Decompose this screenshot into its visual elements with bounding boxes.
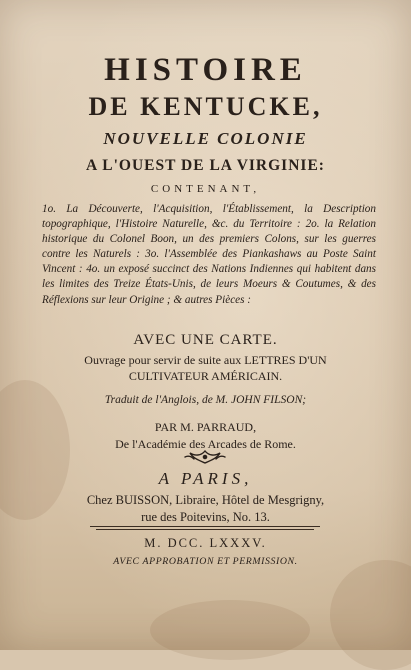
paper-stain: [150, 600, 310, 660]
translator-name: PAR M. PARRAUD,: [154, 420, 257, 434]
book-title-subject: DE KENTUCKE,: [88, 92, 323, 121]
series-note-continued: CULTIVATEUR AMÉRICAIN.: [128, 369, 283, 383]
paper-stain: [330, 560, 411, 670]
double-rule-bottom: [96, 529, 314, 530]
printer-ornament: [183, 447, 227, 467]
contents-paragraph: 1o. La Découverte, l'Acquisition, l'Établissement, la Description topographique, l'Histoire Naturelle, &c. du Territoire : 2o. la Relation historique du Colonel Boon, un des premiers Colons, sur les guerres contre les Naturels : 3o. l'Assemblée des Piankashaws au Poste Saint Vincent : 4o. un exposé succinct des Nations Indiennes qui habitent dans les limites des Treize États-Unis, de leurs Moeurs & Coutumes, & des Réflexions sur leur Origine ; & autres Pièces :: [42, 203, 376, 306]
imprint-city: A PARIS,: [158, 469, 253, 488]
imprint-year: M. DCC. LXXXV.: [144, 536, 267, 550]
book-subtitle: NOUVELLE COLONIE: [103, 129, 308, 148]
approval-note: AVEC APPROBATION ET PERMISSION.: [113, 556, 298, 567]
map-note: AVEC UNE CARTE.: [133, 332, 278, 348]
contents-heading: CONTENANT,: [150, 183, 261, 195]
book-title: HISTOIRE: [104, 52, 307, 88]
translator-affiliation: De l'Académie des Arcades de Rome.: [115, 437, 296, 451]
translation-note: Traduit de l'Anglois, de M. JOHN FILSON;: [104, 394, 307, 406]
double-rule-top: [90, 526, 320, 527]
publisher-line: Chez BUISSON, Libraire, Hôtel de Mesgrigny,: [86, 493, 325, 507]
series-note: Ouvrage pour servir de suite aux LETTRES D'UN: [84, 353, 327, 367]
book-subtitle-location: A L'OUEST DE LA VIRGINIE:: [86, 157, 325, 174]
publisher-address: rue des Poitevins, No. 13.: [141, 510, 270, 524]
